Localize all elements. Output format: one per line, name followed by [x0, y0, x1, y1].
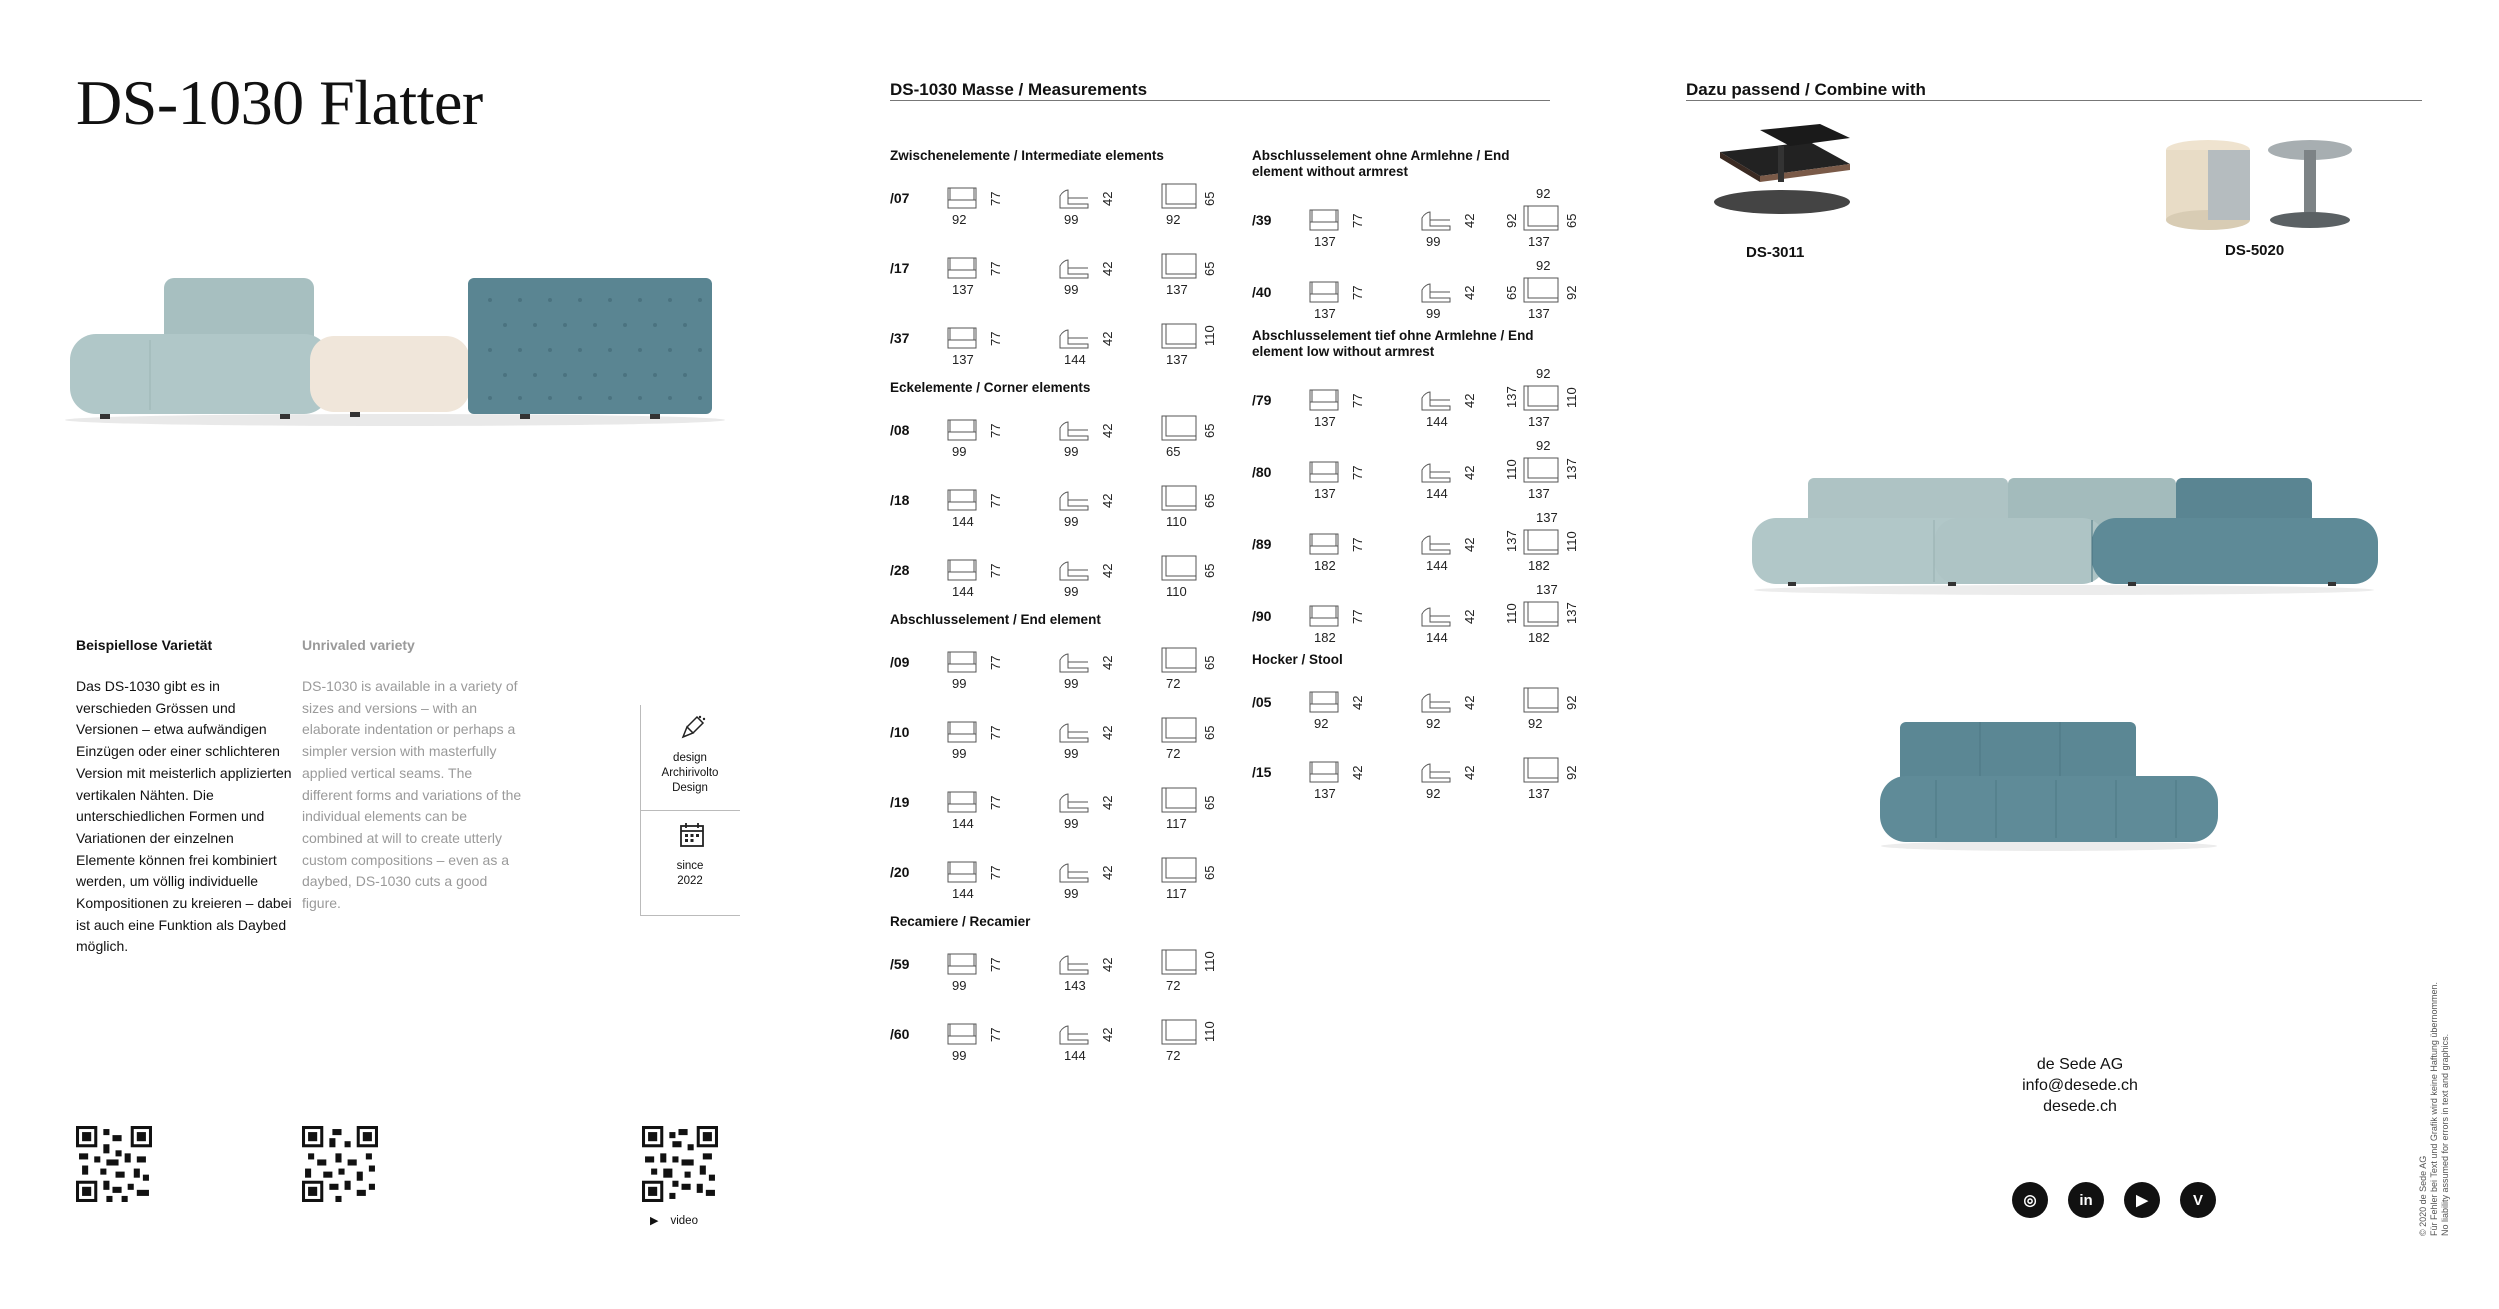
dim-height: 42	[1100, 423, 1115, 438]
dim-height: 42	[1462, 537, 1477, 552]
page-title: DS-1030 Flatter	[76, 67, 483, 138]
dim-width: 137	[1314, 486, 1336, 501]
dim-depth-top: 92	[1536, 186, 1551, 201]
dim-width: 137	[1528, 414, 1550, 429]
element-code: /08	[890, 422, 910, 438]
dim-width: 99	[952, 978, 967, 993]
element-c-drawing	[1522, 528, 1562, 556]
ds-3011-label: DS-3011	[1746, 244, 1805, 261]
company-name: de Sede AG	[2036, 1056, 2124, 1073]
qr-code-video[interactable]	[642, 1126, 718, 1202]
dim-width: 144	[1426, 486, 1448, 501]
dim-width: 110	[1166, 584, 1187, 599]
hero-sofa-image	[50, 270, 740, 430]
dim-height: 77	[1350, 537, 1365, 552]
dim-width: 182	[1314, 558, 1336, 573]
element-c-drawing	[1160, 1018, 1200, 1046]
dim-height: 77	[1350, 609, 1365, 624]
element-code: /39	[1252, 212, 1272, 228]
dim-width: 137	[1166, 352, 1188, 367]
copyright-line: © 2020 de Sede AG	[2418, 1155, 2428, 1236]
measurements-rule	[890, 100, 1550, 101]
dim-height: 42	[1100, 655, 1115, 670]
design-label: design	[673, 752, 707, 764]
element-a-drawing	[946, 1018, 986, 1046]
design-label-2: Design	[672, 782, 708, 794]
dim-height: 65	[1202, 261, 1217, 276]
video-link[interactable]	[650, 1214, 698, 1227]
element-code: /90	[1252, 608, 1272, 624]
dim-width: 182	[1528, 558, 1550, 573]
dim-width: 182	[1528, 630, 1550, 645]
dim-depth-top: 137	[1536, 510, 1558, 525]
dim-depth-top: 137	[1536, 582, 1558, 597]
element-code: /17	[890, 260, 910, 276]
play-icon: ▶	[650, 1215, 659, 1227]
vimeo-icon[interactable]: V	[2180, 1182, 2216, 1218]
dim-width: 143	[1064, 978, 1086, 993]
element-b-drawing	[1058, 856, 1098, 884]
calendar-icon	[679, 822, 705, 848]
dim-height: 77	[988, 493, 1003, 508]
element-b-drawing	[1058, 322, 1098, 350]
category-heading: Eckelemente / Corner elements	[890, 380, 1091, 395]
element-a-drawing	[1308, 384, 1348, 412]
dim-height: 77	[988, 191, 1003, 206]
element-code: /89	[1252, 536, 1272, 552]
since-year: 2022	[677, 875, 703, 887]
element-c-drawing	[1522, 686, 1562, 714]
dim-height: 77	[988, 725, 1003, 740]
ds-5020-label: DS-5020	[2225, 242, 2285, 259]
element-a-drawing	[1308, 204, 1348, 232]
contact-block	[1980, 1054, 2180, 1117]
element-b-drawing	[1420, 686, 1460, 714]
element-b-drawing	[1420, 456, 1460, 484]
element-b-drawing	[1420, 756, 1460, 784]
dim-height: 77	[988, 655, 1003, 670]
element-b-drawing	[1058, 414, 1098, 442]
dim-height: 42	[1100, 191, 1115, 206]
dim-width: 137	[952, 352, 974, 367]
dim-width: 92	[952, 212, 967, 227]
dim-height: 77	[1350, 213, 1365, 228]
dim-height: 92	[1564, 695, 1579, 710]
element-c-drawing	[1522, 600, 1562, 628]
dim-height: 42	[1462, 695, 1477, 710]
dim-height: 65	[1202, 655, 1217, 670]
element-c-drawing	[1522, 276, 1562, 304]
element-a-drawing	[1308, 600, 1348, 628]
contact-email[interactable]: info@desede.ch	[2022, 1077, 2138, 1094]
category-heading: Abschlusselement tief ohne Armlehne / End element low without armrest	[1252, 328, 1534, 359]
element-b-drawing	[1420, 204, 1460, 232]
element-code: /59	[890, 956, 910, 972]
dim-width: 99	[1064, 584, 1079, 599]
dim-width: 72	[1166, 978, 1181, 993]
dim-height: 42	[1350, 765, 1365, 780]
dim-width: 99	[952, 444, 967, 459]
pen-icon	[677, 713, 707, 743]
dim-width: 99	[1064, 816, 1079, 831]
element-code: /37	[890, 330, 910, 346]
dim-height: 137	[1564, 602, 1579, 624]
dim-width: 137	[1528, 306, 1550, 321]
element-code: /28	[890, 562, 910, 578]
dim-height: 42	[1100, 493, 1115, 508]
element-a-drawing	[1308, 756, 1348, 784]
dim-height: 42	[1462, 285, 1477, 300]
dim-height: 110	[1202, 1021, 1217, 1042]
element-c-drawing	[1160, 182, 1200, 210]
element-code: /80	[1252, 464, 1272, 480]
element-c-drawing	[1160, 948, 1200, 976]
video-label: video	[670, 1214, 698, 1227]
youtube-icon[interactable]: ▶	[2124, 1182, 2160, 1218]
dim-width: 110	[1166, 514, 1187, 529]
dim-width: 144	[1064, 352, 1086, 367]
ds-3011-image	[1700, 124, 1860, 224]
element-c-drawing	[1522, 756, 1562, 784]
combine-title: Dazu passend / Combine with	[1686, 80, 1926, 99]
element-c-drawing	[1160, 414, 1200, 442]
dim-width: 99	[952, 746, 967, 761]
dim-width: 117	[1166, 816, 1187, 831]
element-code: /07	[890, 190, 910, 206]
dim-width: 144	[1426, 414, 1448, 429]
dim-height: 65	[1202, 725, 1217, 740]
element-b-drawing	[1058, 182, 1098, 210]
element-code: /79	[1252, 392, 1272, 408]
dim-width: 72	[1166, 746, 1181, 761]
dim-width: 99	[1064, 514, 1079, 529]
dim-height: 42	[1350, 695, 1365, 710]
dim-height: 77	[988, 261, 1003, 276]
element-c-drawing	[1160, 554, 1200, 582]
element-c-drawing	[1160, 322, 1200, 350]
element-code: /09	[890, 654, 910, 670]
social-links	[2012, 1182, 2216, 1218]
dim-height: 42	[1462, 213, 1477, 228]
dim-height: 65	[1202, 191, 1217, 206]
dim-width: 92	[1426, 786, 1441, 801]
dim-width: 99	[1064, 676, 1079, 691]
element-b-drawing	[1058, 484, 1098, 512]
sectional-sofa-image	[1748, 470, 2380, 598]
element-b-drawing	[1058, 252, 1098, 280]
linkedin-icon[interactable]: in	[2068, 1182, 2104, 1218]
dim-height: 77	[988, 957, 1003, 972]
dim-height: 42	[1100, 563, 1115, 578]
dim-height: 77	[988, 331, 1003, 346]
dim-width: 117	[1166, 886, 1187, 901]
disclaimer-de: Für Fehler bei Text und Grafik wird keine Haftung übernommen.	[2429, 982, 2439, 1236]
element-a-drawing	[1308, 456, 1348, 484]
dim-width: 99	[1064, 212, 1079, 227]
dim-width: 137	[1314, 414, 1336, 429]
element-a-drawing	[1308, 276, 1348, 304]
dim-width: 144	[1426, 558, 1448, 573]
element-code: /15	[1252, 764, 1272, 780]
dim-depth-left: 137	[1504, 530, 1519, 552]
element-a-drawing	[946, 856, 986, 884]
dim-width: 72	[1166, 676, 1181, 691]
element-c-drawing	[1160, 856, 1200, 884]
dim-height: 42	[1100, 1027, 1115, 1042]
dim-width: 99	[952, 676, 967, 691]
element-a-drawing	[946, 252, 986, 280]
dim-width: 144	[952, 886, 974, 901]
dim-width: 137	[1528, 486, 1550, 501]
element-a-drawing	[946, 786, 986, 814]
dim-height: 77	[988, 795, 1003, 810]
element-c-drawing	[1160, 252, 1200, 280]
element-code: /60	[890, 1026, 910, 1042]
element-c-drawing	[1522, 204, 1562, 232]
element-c-drawing	[1160, 484, 1200, 512]
element-b-drawing	[1058, 786, 1098, 814]
dim-depth-left: 92	[1504, 213, 1519, 228]
dim-width: 99	[1064, 444, 1079, 459]
dim-height: 65	[1202, 493, 1217, 508]
dim-height: 137	[1564, 458, 1579, 480]
element-a-drawing	[946, 484, 986, 512]
body-de: Das DS-1030 gibt es in verschieden Grössen und Versionen – etwa aufwändigen Einzügen oder einer schlichteren Version mit meisterlich applizierten vertikalen Nähten. Die unterschiedlichen Formen und Variationen der einzelnen Elemente können frei kombiniert werden, um völlig individuelle Kompositionen zu kreieren – dabei ist auch eine Funktion als Daybed möglich.	[76, 678, 292, 955]
dim-height: 42	[1462, 393, 1477, 408]
dim-width: 137	[1166, 282, 1188, 297]
dim-height: 77	[988, 865, 1003, 880]
element-code: /20	[890, 864, 910, 880]
dim-width: 137	[1528, 786, 1550, 801]
element-c-drawing	[1160, 646, 1200, 674]
element-c-drawing	[1522, 456, 1562, 484]
dim-width: 137	[1528, 234, 1550, 249]
dim-width: 99	[1426, 306, 1441, 321]
dim-width: 137	[952, 282, 974, 297]
element-a-drawing	[946, 716, 986, 744]
element-a-drawing	[946, 414, 986, 442]
dim-height: 65	[1202, 795, 1217, 810]
dim-width: 92	[1528, 716, 1543, 731]
dim-height: 92	[1564, 765, 1579, 780]
dim-height: 65	[1202, 865, 1217, 880]
dim-width: 65	[1166, 444, 1181, 459]
heading-de: Beispiellose Varietät	[76, 637, 213, 653]
dim-height: 77	[988, 423, 1003, 438]
dim-height: 77	[1350, 393, 1365, 408]
dim-depth-left: 137	[1504, 386, 1519, 408]
element-b-drawing	[1058, 646, 1098, 674]
dim-width: 92	[1314, 716, 1329, 731]
dim-height: 77	[988, 563, 1003, 578]
element-a-drawing	[946, 554, 986, 582]
dim-height: 42	[1100, 795, 1115, 810]
dim-height: 42	[1100, 957, 1115, 972]
dim-height: 77	[1350, 285, 1365, 300]
dim-depth-top: 92	[1536, 258, 1551, 273]
dim-width: 144	[1064, 1048, 1086, 1063]
element-b-drawing	[1058, 948, 1098, 976]
element-b-drawing	[1058, 716, 1098, 744]
dim-height: 42	[1462, 609, 1477, 624]
ds-5020-image	[2150, 136, 2370, 236]
dim-width: 99	[1064, 886, 1079, 901]
element-b-drawing	[1058, 554, 1098, 582]
dim-width: 144	[1426, 630, 1448, 645]
dim-width: 137	[1314, 786, 1336, 801]
contact-website[interactable]: desede.ch	[2043, 1098, 2117, 1115]
dim-depth-top: 92	[1536, 366, 1551, 381]
dim-width: 99	[1064, 746, 1079, 761]
heading-en: Unrivaled variety	[302, 637, 415, 653]
dim-width: 99	[952, 1048, 967, 1063]
qr-code-de[interactable]	[76, 1126, 152, 1202]
dim-depth-left: 65	[1504, 285, 1519, 300]
category-heading: Recamiere / Recamier	[890, 914, 1031, 929]
category-heading: Abschlusselement ohne Armlehne / End element without armrest	[1252, 148, 1510, 179]
dim-height: 42	[1100, 865, 1115, 880]
element-code: /40	[1252, 284, 1272, 300]
category-heading: Abschlusselement / End element	[890, 612, 1101, 627]
body-en: DS-1030 is available in a variety of sizes and versions – with an elaborate indentation or perhaps a simpler version with masterfully applied vertical seams. The different forms and variations of the individual elements can be combined at will to create utterly custom compositions – even as a daybed, DS-1030 cuts a good figure.	[302, 678, 522, 912]
dim-height: 42	[1100, 725, 1115, 740]
dim-height: 65	[1202, 563, 1217, 578]
dim-height: 110	[1202, 325, 1217, 346]
dim-height: 65	[1202, 423, 1217, 438]
dim-width: 92	[1426, 716, 1441, 731]
legal-notice	[2418, 982, 2451, 1236]
design-info-box	[640, 705, 740, 915]
dim-width: 144	[952, 584, 974, 599]
category-heading: Zwischenelemente / Intermediate elements	[890, 148, 1164, 163]
dim-height: 42	[1462, 465, 1477, 480]
combine-rule	[1686, 100, 2422, 101]
category-heading: Hocker / Stool	[1252, 652, 1343, 667]
dim-width: 144	[952, 514, 974, 529]
dim-height: 65	[1564, 213, 1579, 228]
element-a-drawing	[946, 948, 986, 976]
dim-width: 72	[1166, 1048, 1181, 1063]
element-b-drawing	[1058, 1018, 1098, 1046]
dim-height: 110	[1202, 951, 1217, 972]
element-a-drawing	[1308, 528, 1348, 556]
dim-width: 144	[952, 816, 974, 831]
dim-depth-top: 92	[1536, 438, 1551, 453]
dim-height: 92	[1564, 285, 1579, 300]
dim-depth-left: 110	[1504, 603, 1519, 624]
qr-code-en[interactable]	[302, 1126, 378, 1202]
dim-height: 42	[1100, 331, 1115, 346]
element-a-drawing	[1308, 686, 1348, 714]
dim-depth-left: 110	[1504, 459, 1519, 480]
element-a-drawing	[946, 322, 986, 350]
element-code: /19	[890, 794, 910, 810]
element-b-drawing	[1420, 528, 1460, 556]
instagram-icon[interactable]: ◎	[2012, 1182, 2048, 1218]
dim-width: 182	[1314, 630, 1336, 645]
element-a-drawing	[946, 182, 986, 210]
element-b-drawing	[1420, 276, 1460, 304]
dim-width: 92	[1166, 212, 1181, 227]
element-c-drawing	[1160, 786, 1200, 814]
dim-height: 42	[1462, 765, 1477, 780]
disclaimer-en: No liability assumed for errors in text and graphics.	[2440, 1033, 2450, 1236]
dim-height: 42	[1100, 261, 1115, 276]
element-code: /18	[890, 492, 910, 508]
dim-width: 137	[1314, 306, 1336, 321]
dim-height: 77	[1350, 465, 1365, 480]
dim-width: 99	[1064, 282, 1079, 297]
dim-height: 110	[1564, 387, 1579, 408]
since-label: since	[676, 860, 704, 872]
dim-width: 99	[1426, 234, 1441, 249]
element-b-drawing	[1420, 600, 1460, 628]
element-c-drawing	[1522, 384, 1562, 412]
dim-height: 77	[988, 1027, 1003, 1042]
measurements-title: DS-1030 Masse / Measurements	[890, 80, 1148, 99]
element-code: /10	[890, 724, 910, 740]
dim-width: 137	[1314, 234, 1336, 249]
element-a-drawing	[946, 646, 986, 674]
element-b-drawing	[1420, 384, 1460, 412]
designer-name: Archirivolto	[661, 767, 719, 779]
element-c-drawing	[1160, 716, 1200, 744]
dim-height: 110	[1564, 531, 1579, 552]
daybed-sofa-image	[1876, 716, 2222, 852]
element-code: /05	[1252, 694, 1272, 710]
